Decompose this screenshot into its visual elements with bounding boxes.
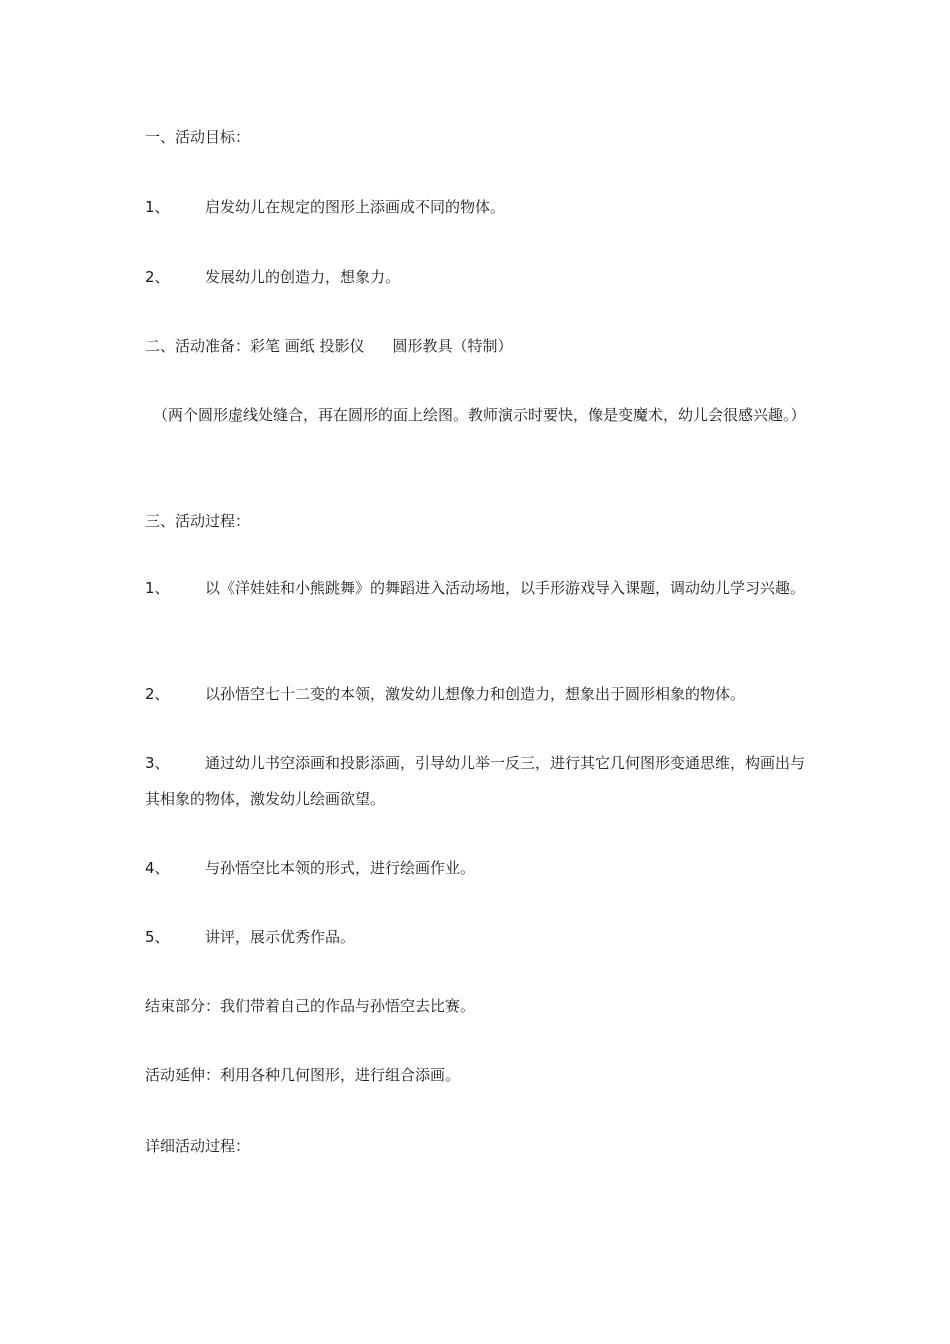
- detail-heading: 详细活动过程：: [145, 1137, 251, 1155]
- ending-paragraph: 结束部分：我们带着自己的作品与孙悟空去比赛。: [145, 997, 476, 1015]
- process-step: [145, 570, 810, 606]
- step-text: 讲评，展示优秀作品。: [205, 928, 356, 946]
- goal-number: 1、: [145, 198, 170, 216]
- step-text: 以孙悟空七十二变的本领，激发幼儿想像力和创造力，想象出于圆形相象的物体。: [205, 685, 746, 703]
- goal-item: [145, 259, 810, 295]
- section-heading-goals: 一、活动目标：: [145, 128, 251, 146]
- step-number: 3、: [145, 754, 170, 772]
- step-number: 2、: [145, 685, 170, 703]
- process-step: [145, 850, 810, 886]
- preparation-tail: 圆形教具（特制）: [392, 337, 513, 355]
- step-number: 4、: [145, 859, 170, 877]
- process-step: [145, 745, 810, 817]
- extension-paragraph: 活动延伸：利用各种几何图形，进行组合添画。: [145, 1066, 461, 1084]
- process-step: [145, 919, 810, 955]
- goal-text: 发展幼儿的创造力，想象力。: [205, 268, 401, 286]
- step-text: 与孙悟空比本领的形式，进行绘画作业。: [205, 859, 476, 877]
- preparation-label: 二、活动准备：彩笔 画纸 投影仪: [145, 337, 365, 355]
- step-text: 通过幼儿书空添画和投影添画，引导幼儿举一反三，进行其它几何图形变通思维，构画出与其相象的物体，激发幼儿绘画欲望。: [145, 754, 806, 808]
- step-number: 1、: [145, 579, 170, 597]
- step-number: 5、: [145, 928, 170, 946]
- preparation-note: （两个圆形虚线处缝合，再在圆形的面上绘图。教师演示时要快，像是变魔术，幼儿会很感兴趣。）: [153, 406, 806, 424]
- process-step: [145, 676, 810, 712]
- section-heading-process: 三、活动过程：: [145, 512, 251, 530]
- goal-item: [145, 189, 810, 225]
- goal-text: 启发幼儿在规定的图形上添画成不同的物体。: [205, 198, 506, 216]
- step-text: 以《洋娃娃和小熊跳舞》的舞蹈进入活动场地，以手形游戏导入课题，调动幼儿学习兴趣。: [205, 579, 806, 597]
- goal-number: 2、: [145, 268, 170, 286]
- section-heading-preparation: [145, 328, 810, 364]
